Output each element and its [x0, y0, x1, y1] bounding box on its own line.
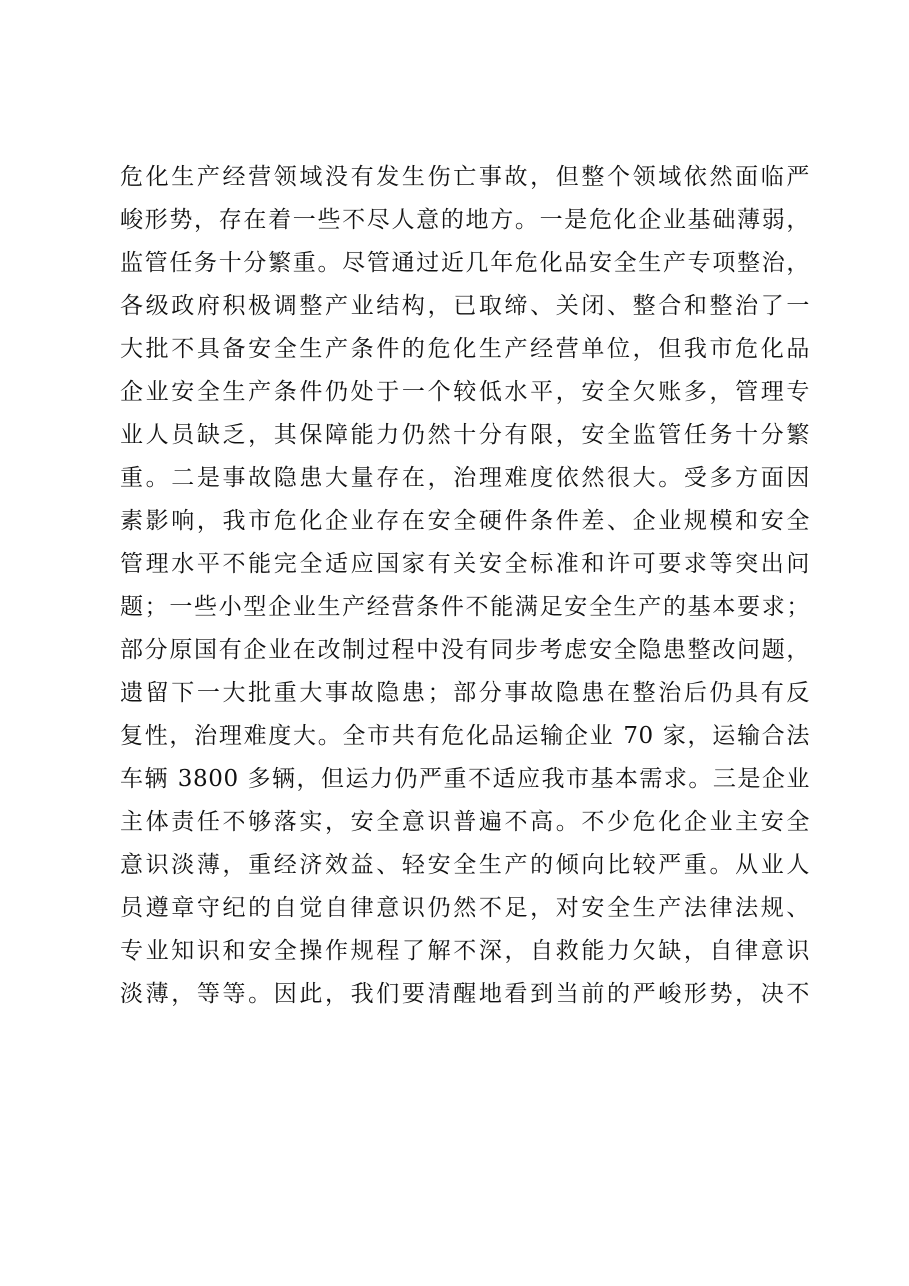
text-line-8: 重。二是事故隐患大量存在，治理难度依然很大。受多方面因 [120, 465, 810, 491]
text-line-9: 素影响，我市危化企业存在安全硬件条件差、企业规模和安全 [120, 508, 810, 534]
text-line-7: 业人员缺乏，其保障能力仍然十分有限，安全监管任务十分繁 [120, 422, 810, 448]
text-line-19: 专业知识和安全操作规程了解不深，自救能力欠缺，自律意识 [120, 938, 810, 964]
text-line-4: 各级政府积极调整产业结构，已取缔、关闭、整合和整治了一 [120, 293, 810, 319]
text-line-11: 题；一些小型企业生产经营条件不能满足安全生产的基本要求； [120, 594, 810, 620]
text-line-14: 复性，治理难度大。全市共有危化品运输企业 70 家，运输合法 [120, 723, 810, 749]
text-line-10: 管理水平不能完全适应国家有关安全标准和许可要求等突出问 [120, 551, 810, 577]
text-line-6: 企业安全生产条件仍处于一个较低水平，安全欠账多，管理专 [120, 379, 810, 405]
body-paragraph [120, 156, 810, 1016]
text-line-20: 淡薄，等等。因此，我们要清醒地看到当前的严峻形势，决不 [120, 981, 810, 1007]
text-line-12: 部分原国有企业在改制过程中没有同步考虑安全隐患整改问题， [120, 637, 810, 663]
text-line-16: 主体责任不够落实，安全意识普遍不高。不少危化企业主安全 [120, 809, 810, 835]
text-line-17: 意识淡薄，重经济效益、轻安全生产的倾向比较严重。从业人 [120, 852, 810, 878]
text-line-1: 危化生产经营领域没有发生伤亡事故，但整个领域依然面临严 [120, 164, 810, 190]
text-line-18: 员遵章守纪的自觉自律意识仍然不足，对安全生产法律法规、 [120, 895, 810, 921]
text-line-5: 大批不具备安全生产条件的危化生产经营单位，但我市危化品 [120, 336, 810, 362]
text-line-13: 遗留下一大批重大事故隐患；部分事故隐患在整治后仍具有反 [120, 680, 810, 706]
text-line-15: 车辆 3800 多辆，但运力仍严重不适应我市基本需求。三是企业 [120, 766, 810, 792]
text-line-2: 峻形势，存在着一些不尽人意的地方。一是危化企业基础薄弱， [120, 207, 810, 233]
text-line-3: 监管任务十分繁重。尽管通过近几年危化品安全生产专项整治， [120, 250, 810, 276]
